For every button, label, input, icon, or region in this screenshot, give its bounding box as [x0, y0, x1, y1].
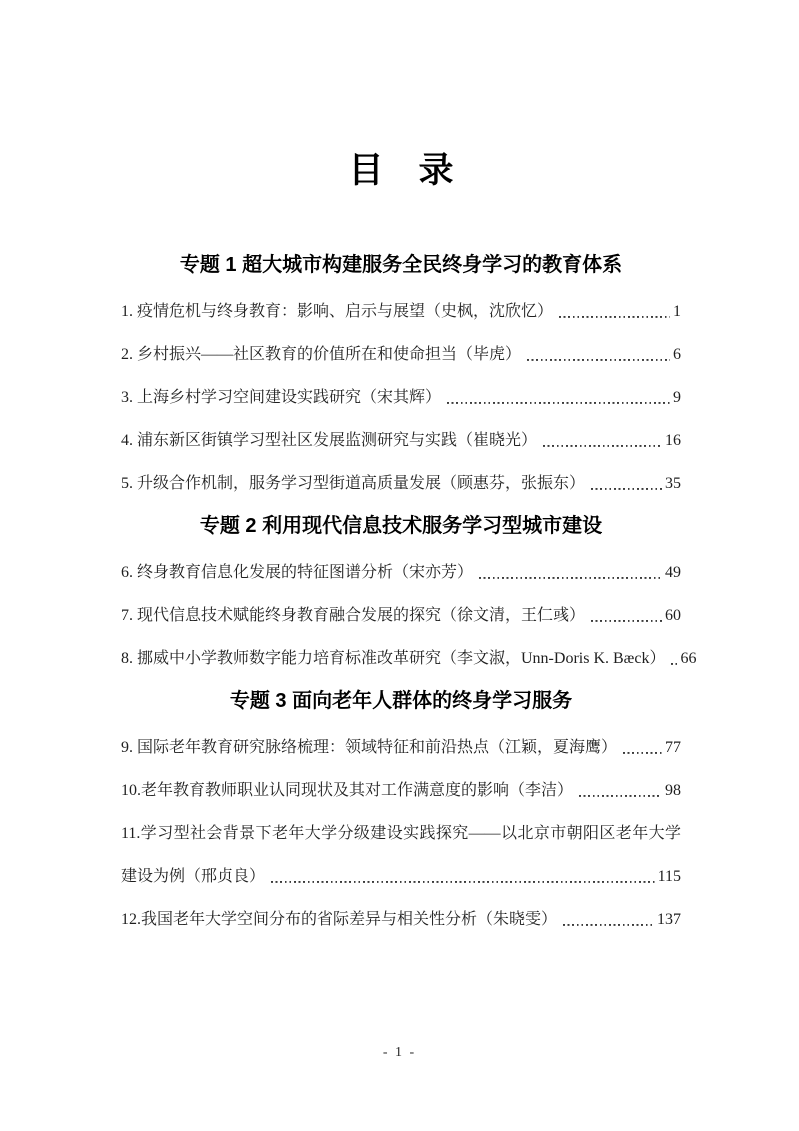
toc-content	[121, 0, 697, 931]
toc-entry	[121, 605, 681, 627]
page-title: 目 录	[348, 151, 454, 190]
toc-entry-row	[121, 780, 681, 802]
table-of-contents	[121, 250, 697, 931]
toc-entry-page-number: 35	[665, 475, 681, 492]
section-items	[121, 737, 681, 931]
toc-entry-page-number: 115	[657, 868, 681, 885]
toc-entry-row	[121, 866, 681, 888]
toc-entry	[121, 737, 681, 759]
toc-entry-page-number: 137	[657, 911, 681, 928]
toc-entry-title: 9. 国际老年教育研究脉络梳理：领域特征和前沿热点（江颖，夏海鹰）	[121, 739, 618, 756]
section-heading: 专题 3 面向老年人群体的终身学习服务	[229, 690, 573, 712]
toc-entry-title: 2. 乡村振兴——社区教育的价值所在和使命担当（毕虎）	[121, 346, 522, 363]
toc-entry-page-number: 77	[665, 739, 681, 756]
toc-entry-row	[121, 737, 681, 759]
toc-entry	[121, 387, 681, 409]
toc-entry	[121, 301, 681, 323]
toc-entry-row	[121, 648, 697, 670]
toc-entry-row	[121, 562, 681, 584]
section-heading: 专题 2 利用现代信息技术服务学习型城市建设	[199, 515, 603, 537]
section-items	[121, 301, 681, 495]
toc-entry	[121, 648, 697, 670]
toc-entry-row	[121, 605, 681, 627]
toc-entry	[121, 909, 681, 931]
dot-leader	[591, 605, 662, 627]
dot-leader	[447, 387, 670, 409]
dot-leader	[271, 866, 655, 888]
toc-entry-page-number: 1	[673, 303, 681, 320]
toc-entry	[121, 473, 681, 495]
toc-entry	[121, 344, 681, 366]
section-items	[121, 562, 697, 670]
toc-entry	[121, 780, 681, 802]
dot-leader	[527, 344, 670, 366]
dot-leader	[559, 301, 670, 323]
dot-leader	[579, 780, 662, 802]
section-heading: 专题 1 超大城市构建服务全民终身学习的教育体系	[179, 254, 623, 276]
toc-entry-title: 4. 浦东新区街镇学习型社区发展监测研究与实践（崔晓光）	[121, 432, 538, 449]
toc-entry-title: 1. 疫情危机与终身教育：影响、启示与展望（史枫，沈欣忆）	[121, 303, 554, 320]
toc-entry-title: 建设为例（邢贞良）	[121, 868, 266, 885]
toc-entry-title: 12.我国老年大学空间分布的省际差异与相关性分析（朱晓雯）	[121, 911, 558, 928]
dot-leader	[671, 648, 677, 670]
toc-entry-row	[121, 344, 681, 366]
dot-leader	[591, 473, 662, 495]
toc-entry-title-line1: 11.学习型社会背景下老年大学分级建设实践探究——以北京市朝阳区老年大学	[121, 825, 681, 842]
toc-entry-row	[121, 909, 681, 931]
toc-entry-row	[121, 301, 681, 323]
toc-entry-page-number: 16	[665, 432, 681, 449]
toc-entry-title: 7. 现代信息技术赋能终身教育融合发展的探究（徐文清，王仁彧）	[121, 607, 586, 624]
toc-entry	[121, 430, 681, 452]
dot-leader	[479, 562, 662, 584]
toc-entry-title: 10.老年教育教师职业认同现状及其对工作满意度的影响（李洁）	[121, 782, 574, 799]
toc-entry	[121, 823, 681, 888]
dot-leader	[623, 737, 662, 759]
toc-entry-page-number: 98	[665, 782, 681, 799]
toc-entry-page-number: 6	[673, 346, 681, 363]
toc-entry-row	[121, 473, 681, 495]
page-number: - 1 -	[382, 1045, 417, 1060]
toc-entry	[121, 562, 681, 584]
toc-entry-page-number: 60	[665, 607, 681, 624]
toc-entry-row	[121, 387, 681, 409]
toc-entry-page-number: 49	[665, 564, 681, 581]
toc-entry-row	[121, 430, 681, 452]
toc-entry-title: 6. 终身教育信息化发展的特征图谱分析（宋亦芳）	[121, 564, 474, 581]
dot-leader	[543, 430, 662, 452]
dot-leader	[563, 909, 654, 931]
toc-entry-page-number: 9	[673, 389, 681, 406]
toc-entry-title: 3. 上海乡村学习空间建设实践研究（宋其辉）	[121, 389, 442, 406]
toc-entry-title: 8. 挪威中小学教师数字能力培育标准改革研究（李文淑，Unn-Doris K. Bæck）	[121, 650, 666, 667]
toc-entry-title: 5. 升级合作机制，服务学习型街道高质量发展（顾惠芬，张振东）	[121, 475, 586, 492]
toc-entry-page-number: 66	[680, 650, 697, 667]
